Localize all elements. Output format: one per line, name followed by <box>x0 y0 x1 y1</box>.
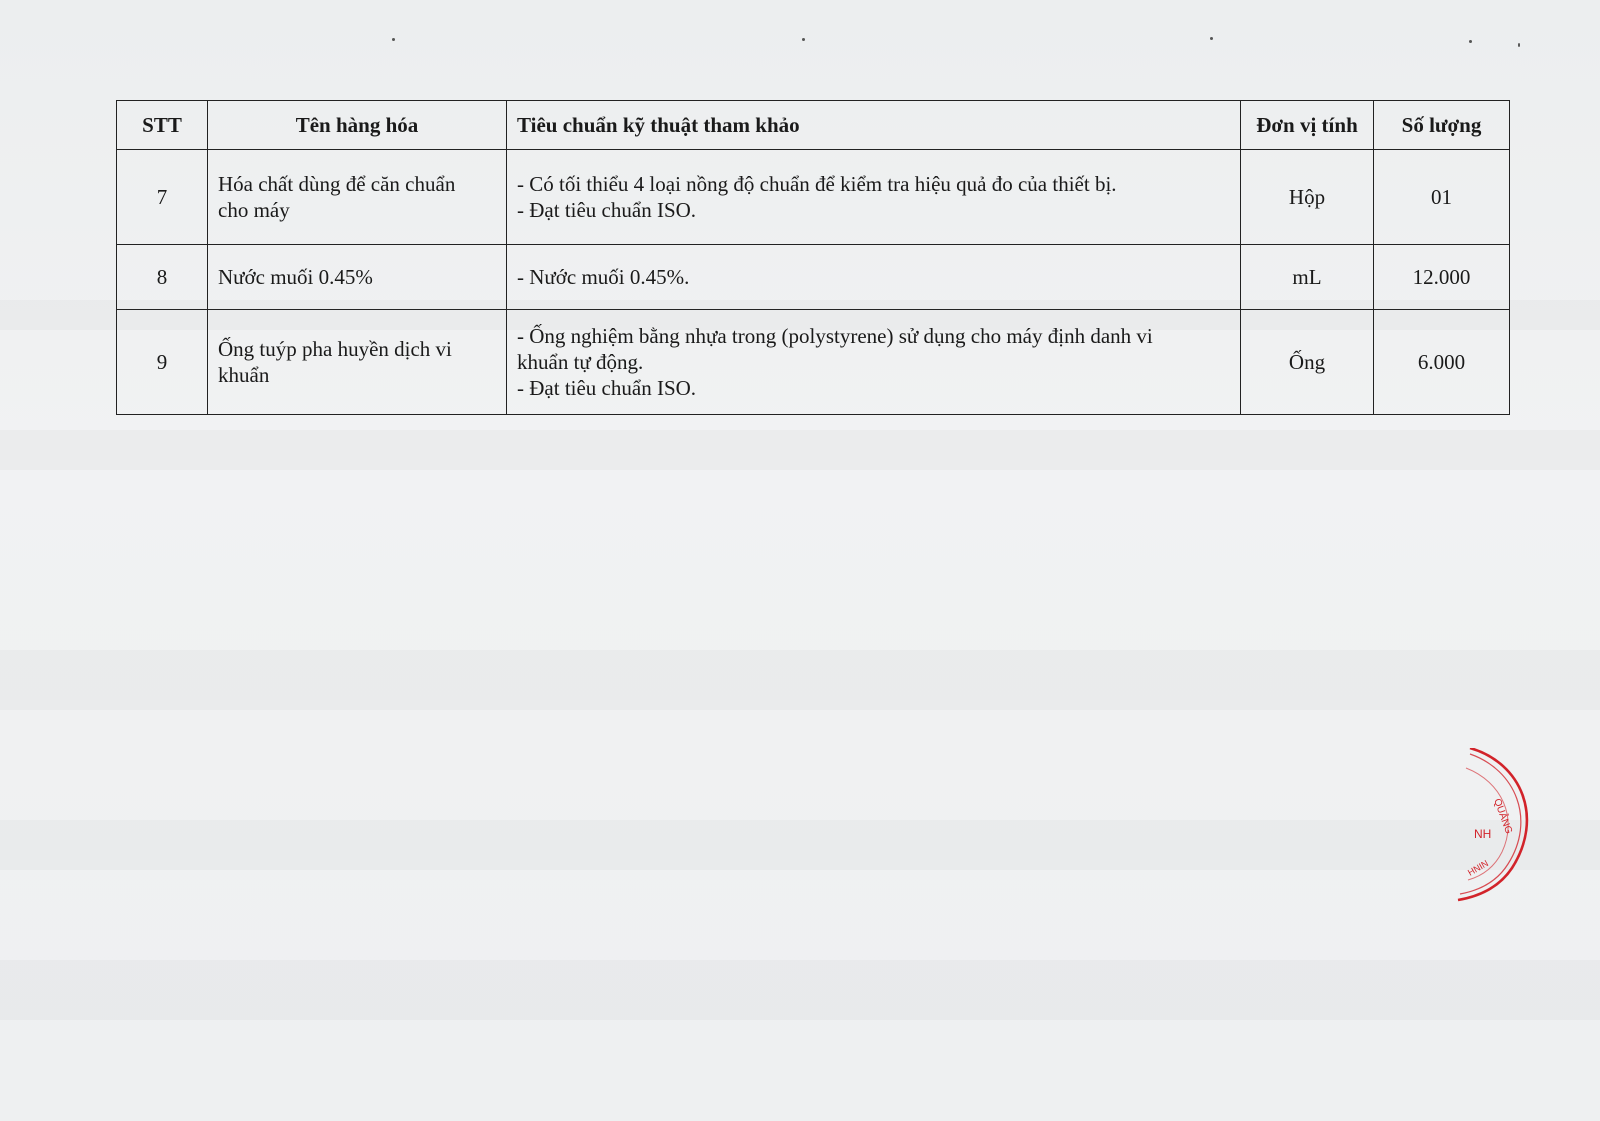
red-seal-stamp <box>1452 748 1552 918</box>
cell-stt: 9 <box>117 310 208 415</box>
stamp-text: NH <box>1474 827 1492 841</box>
cell-unit: Ống <box>1241 310 1374 415</box>
cell-unit: Hộp <box>1241 150 1374 245</box>
cell-text-line: - Nước muối 0.45%. <box>517 265 690 289</box>
goods-spec-table <box>116 100 1510 415</box>
scan-speck <box>1518 43 1520 47</box>
cell-text-line: - Đạt tiêu chuẩn ISO. <box>517 376 697 400</box>
cell-technical-spec <box>507 150 1241 245</box>
cell-stt: 8 <box>117 245 208 310</box>
stamp-outer-ring <box>1458 748 1527 900</box>
header-unit: Đơn vị tính <box>1241 101 1374 150</box>
cell-goods-name <box>208 245 507 310</box>
scan-speck <box>802 38 805 41</box>
cell-quantity: 6.000 <box>1374 310 1510 415</box>
table-header-row <box>117 101 1510 150</box>
cell-technical-spec <box>507 310 1241 415</box>
scan-speck <box>392 38 395 41</box>
header-goods-name: Tên hàng hóa <box>208 101 507 150</box>
stamp-text: HNIN <box>1466 858 1491 878</box>
table-row <box>117 310 1510 415</box>
cell-text-line: - Có tối thiểu 4 loại nồng độ chuẩn để kiểm tra hiệu quả đo của thiết bị. <box>517 172 1117 196</box>
cell-stt: 7 <box>117 150 208 245</box>
scan-band <box>0 820 1600 870</box>
cell-text-line: cho máy <box>218 198 290 222</box>
cell-technical-spec <box>507 245 1241 310</box>
scan-speck <box>1469 40 1472 43</box>
cell-text-line: Nước muối 0.45% <box>218 265 373 289</box>
cell-text-line: Hóa chất dùng để căn chuẩn <box>218 172 456 196</box>
cell-text-line: - Đạt tiêu chuẩn ISO. <box>517 198 697 222</box>
cell-quantity: 12.000 <box>1374 245 1510 310</box>
scan-speck <box>1210 37 1213 40</box>
cell-unit: mL <box>1241 245 1374 310</box>
cell-goods-name <box>208 310 507 415</box>
table-row <box>117 245 1510 310</box>
header-technical-spec: Tiêu chuẩn kỹ thuật tham khảo <box>507 101 1241 150</box>
cell-quantity: 01 <box>1374 150 1510 245</box>
cell-text-line: khuẩn tự động. <box>517 350 644 374</box>
stamp-text: QUẢNG <box>1491 797 1515 836</box>
scan-band <box>0 960 1600 1020</box>
cell-goods-name <box>208 150 507 245</box>
scan-band <box>0 650 1600 710</box>
header-quantity: Số lượng <box>1374 101 1510 150</box>
header-stt: STT <box>117 101 208 150</box>
table-row <box>117 150 1510 245</box>
cell-text-line: Ống tuýp pha huyền dịch vi <box>218 337 452 361</box>
cell-text-line: - Ống nghiệm bằng nhựa trong (polystyrene) sử dụng cho máy định danh vi <box>517 324 1153 348</box>
scan-band <box>0 430 1600 470</box>
cell-text-line: khuẩn <box>218 363 270 387</box>
